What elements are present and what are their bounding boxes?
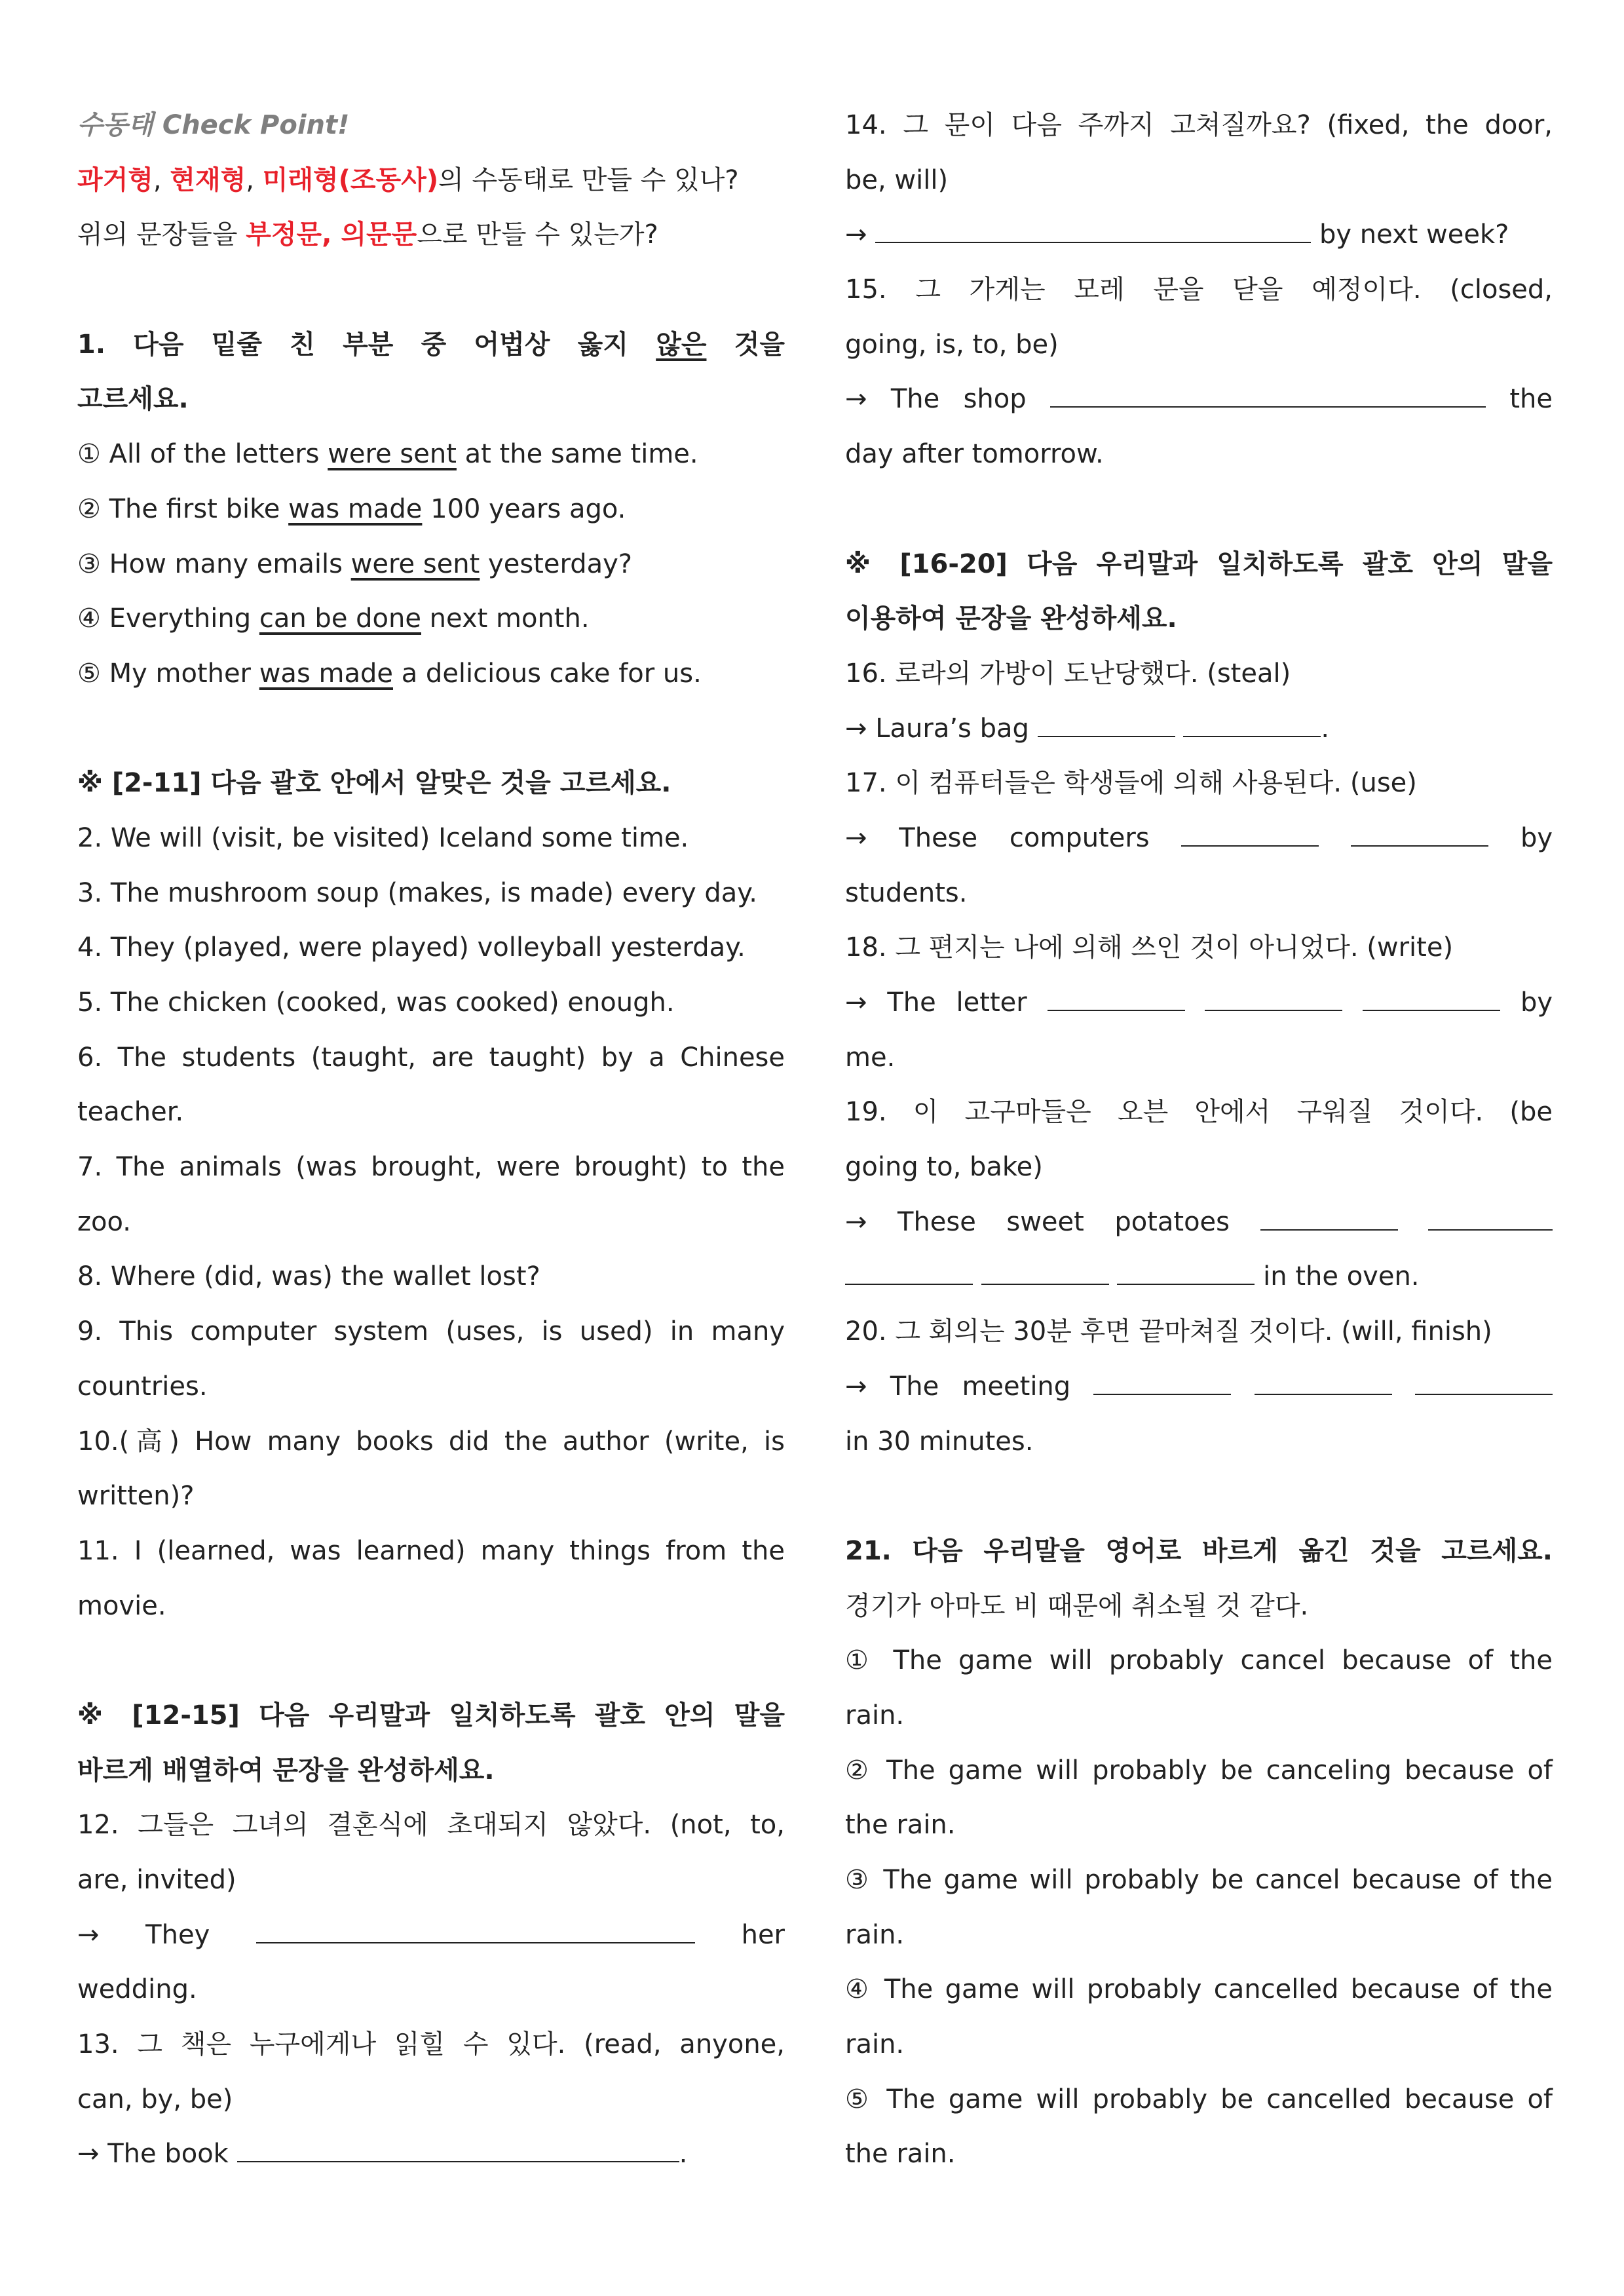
q18: 18. 그 편지는 나에 의해 쓰인 것이 아니었다. (write) [845, 932, 1454, 963]
q19-answer-cont: in the oven. [845, 1250, 1553, 1305]
answer-blank[interactable] [981, 1250, 1109, 1285]
q21-option-2-cont: the rain. [845, 1810, 956, 1841]
answer-blank[interactable] [1428, 1195, 1553, 1231]
answer-blank[interactable] [1038, 702, 1175, 737]
q14: 14. 그 문이 다음 주까지 고쳐질까요? (fixed, the door, [845, 110, 1553, 140]
checkpoint-line-2: 위의 문장들을 부정문, 의문문으로 만들 수 있는가? [77, 220, 658, 250]
section-2-11-heading: ※ [2-11] 다음 괄호 안에서 알맞은 것을 고르세요. [77, 768, 671, 799]
answer-blank[interactable] [1183, 702, 1321, 737]
tense-present: 현재형 [170, 164, 246, 195]
q14-answer-line: → by next week? [845, 208, 1553, 263]
answer-blank[interactable] [845, 1250, 973, 1285]
q11: 11. I (learned, was learned) many things from the [77, 1535, 785, 1566]
answer-blank[interactable] [1117, 1250, 1255, 1285]
q12-answer-line: → They her [77, 1908, 785, 1963]
q12-cont: are, invited) [77, 1865, 236, 1895]
q21-option-1-cont: rain. [845, 1700, 905, 1731]
q21-option-2: ② The game will probably be canceling because of [845, 1755, 1553, 1786]
q1-heading-cont: 고르세요. [77, 384, 189, 415]
q14-cont: be, will) [845, 164, 949, 195]
q21-option-4: ④ The game will probably cancelled because of the [845, 1974, 1553, 2005]
section-12-15-heading-cont: 바르게 배열하여 문장을 완성하세요. [77, 1755, 495, 1786]
answer-blank[interactable] [1050, 372, 1486, 408]
answer-blank[interactable] [1415, 1360, 1553, 1395]
section-16-20-heading: ※ [16-20] 다음 우리말과 일치하도록 괄호 안의 말을 [845, 548, 1553, 579]
checkpoint-title: 수동태 Check Point! [77, 110, 350, 140]
q20-answer-cont: in 30 minutes. [845, 1426, 1034, 1457]
q13: 13. 그 책은 누구에게나 읽힐 수 있다. (read, anyone, [77, 2029, 785, 2060]
q15-answer-cont: day after tomorrow. [845, 439, 1104, 470]
q1-option-4: ④ Everything can be done next month. [77, 603, 590, 634]
q6: 6. The students (taught, are taught) by a Chinese [77, 1042, 785, 1073]
q1-heading: 1. 다음 밑줄 친 부분 중 어법상 옳지 않은 것을 [77, 329, 785, 360]
q9: 9. This computer system (uses, is used) in many [77, 1316, 785, 1347]
q8: 8. Where (did, was) the wallet lost? [77, 1261, 540, 1292]
q2: 2. We will (visit, be visited) Iceland some time. [77, 822, 689, 853]
q10-cont: written)? [77, 1481, 195, 1512]
q3: 3. The mushroom soup (makes, is made) every day. [77, 877, 757, 908]
q20: 20. 그 회의는 30분 후면 끝마쳐질 것이다. (will, finish) [845, 1316, 1492, 1347]
q5: 5. The chicken (cooked, was cooked) enough. [77, 987, 675, 1018]
answer-blank[interactable] [1351, 811, 1488, 847]
q15: 15. 그 가게는 모레 문을 닫을 예정이다. (closed, [845, 275, 1553, 305]
q15-cont: going, is, to, be) [845, 329, 1059, 360]
answer-blank[interactable] [237, 2127, 679, 2162]
answer-blank[interactable] [256, 1908, 695, 1943]
q13-answer-line: → The book . [77, 2127, 785, 2182]
q12: 12. 그들은 그녀의 결혼식에 초대되지 않았다. (not, to, [77, 1810, 785, 1841]
q9-cont: countries. [77, 1371, 208, 1402]
q1-option-2: ② The first bike was made 100 years ago. [77, 493, 626, 524]
q12-answer-cont: wedding. [77, 1974, 197, 2005]
q4: 4. They (played, were played) volleyball yesterday. [77, 932, 746, 963]
answer-blank[interactable] [1181, 811, 1319, 847]
q21-prompt: 경기가 아마도 비 때문에 취소될 것 같다. [845, 1590, 1309, 1621]
q13-cont: can, by, be) [77, 2084, 233, 2114]
q7: 7. The animals (was brought, were brought) to the [77, 1152, 785, 1183]
q19-cont: going to, bake) [845, 1152, 1043, 1183]
left-column [77, 98, 785, 2182]
q17-answer-cont: students. [845, 877, 968, 908]
q20-answer-line: → The meeting [845, 1360, 1553, 1415]
q21-option-4-cont: rain. [845, 2029, 905, 2060]
q21-option-1: ① The game will probably cancel because of the [845, 1645, 1553, 1676]
q15-answer-line: → The shop the [845, 372, 1553, 427]
q18-answer-line: → The letter by [845, 976, 1553, 1031]
q17-answer-line: → These computers by [845, 811, 1553, 866]
q16: 16. 로라의 가방이 도난당했다. (steal) [845, 658, 1291, 689]
q21-option-3: ③ The game will probably be cancel because of the [845, 1865, 1553, 1895]
q19-answer-line: → These sweet potatoes [845, 1195, 1553, 1250]
sentence-types: 부정문, 의문문 [246, 220, 417, 250]
answer-blank[interactable] [1363, 976, 1500, 1011]
q6-cont: teacher. [77, 1097, 184, 1128]
q21-option-5-cont: the rain. [845, 2139, 956, 2170]
q18-answer-cont: me. [845, 1042, 896, 1073]
q17: 17. 이 컴퓨터들은 학생들에 의해 사용된다. (use) [845, 768, 1417, 799]
q1-option-3: ③ How many emails were sent yesterday? [77, 548, 633, 579]
tense-past: 과거형 [77, 164, 153, 195]
section-16-20-heading-cont: 이용하여 문장을 완성하세요. [845, 603, 1177, 634]
q21-option-5: ⑤ The game will probably be cancelled because of [845, 2084, 1553, 2114]
checkpoint-line-1: 과거형, 현재형, 미래형(조동사)의 수동태로 만들 수 있나? [77, 164, 739, 195]
q1-option-5: ⑤ My mother was made a delicious cake for us. [77, 658, 702, 689]
right-column [845, 98, 1553, 2182]
q21-option-3-cont: rain. [845, 1919, 905, 1950]
q7-cont: zoo. [77, 1206, 131, 1237]
section-12-15-heading: ※ [12-15] 다음 우리말과 일치하도록 괄호 안의 말을 [77, 1700, 785, 1731]
answer-blank[interactable] [1255, 1360, 1392, 1395]
q21-heading: 21. 다음 우리말을 영어로 바르게 옮긴 것을 고르세요. [845, 1535, 1553, 1566]
q10: 10.(高) How many books did the author (write, is [77, 1426, 785, 1457]
q19: 19. 이 고구마들은 오븐 안에서 구워질 것이다. (be [845, 1097, 1553, 1128]
answer-blank[interactable] [1048, 976, 1185, 1011]
tense-future: 미래형(조동사) [262, 164, 439, 195]
answer-blank[interactable] [1260, 1195, 1398, 1231]
q1-option-1: ① All of the letters were sent at the same time. [77, 439, 698, 470]
answer-blank[interactable] [1093, 1360, 1231, 1395]
answer-blank[interactable] [875, 208, 1311, 243]
q16-answer-line: → Laura’s bag . [845, 702, 1553, 757]
q11-cont: movie. [77, 1590, 166, 1621]
answer-blank[interactable] [1205, 976, 1342, 1011]
